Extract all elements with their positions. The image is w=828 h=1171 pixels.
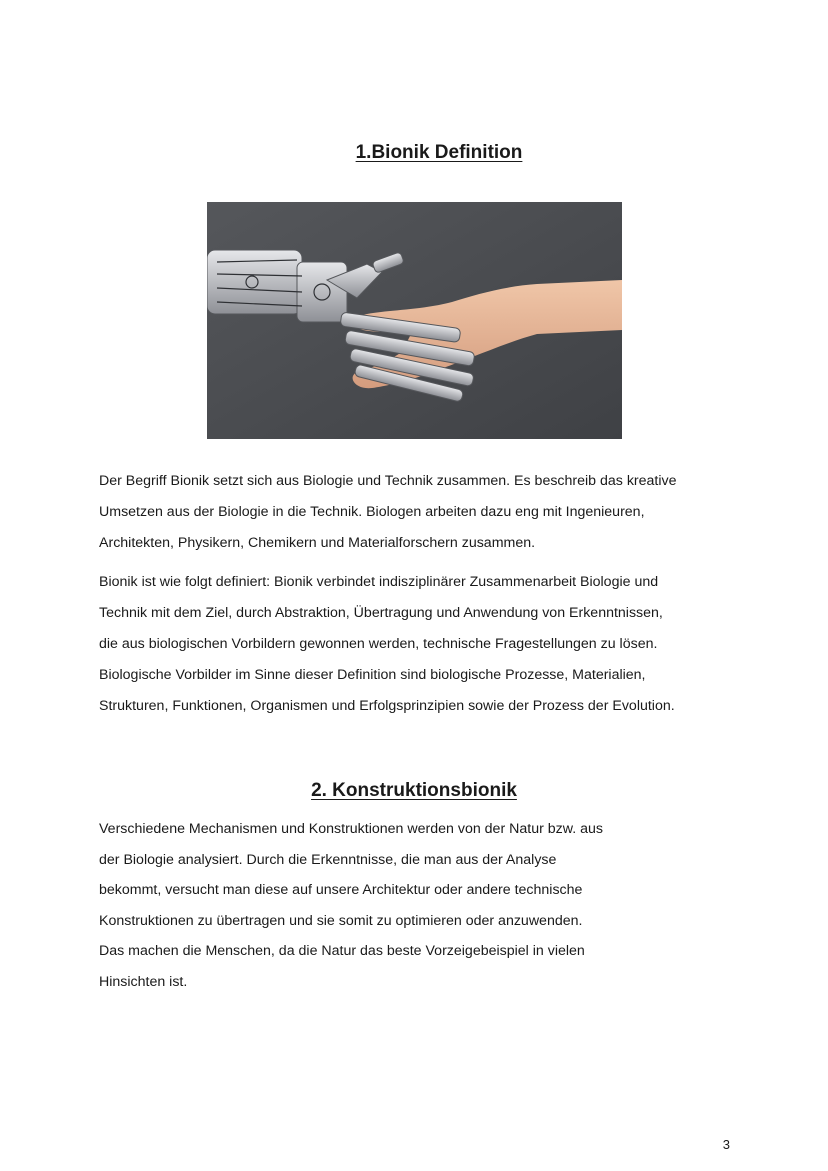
text-line: Das machen die Menschen, da die Natur das beste Vorzeigebeispiel in vielen xyxy=(99,943,585,959)
text-line: Verschiedene Mechanismen und Konstruktionen werden von der Natur bzw. aus xyxy=(99,821,603,837)
text-line: bekommt, versucht man diese auf unsere Architektur oder andere technische xyxy=(99,882,583,898)
text-line: Biologische Vorbilder im Sinne dieser Definition sind biologische Prozesse, Materialien, xyxy=(99,667,646,683)
robot-hand-handshake-photo xyxy=(207,202,622,439)
section-heading-bionik-definition: 1.Bionik Definition xyxy=(355,142,523,163)
section-heading-konstruktionsbionik: 2. Konstruktionsbionik xyxy=(311,780,517,801)
paragraph-bionik-definition xyxy=(99,567,739,722)
text-line: der Biologie analysiert. Durch die Erkenntnisse, die man aus der Analyse xyxy=(99,851,557,868)
paragraph-bionik-intro xyxy=(99,466,739,559)
text-line: Umsetzen aus der Biologie in die Technik. Biologen arbeiten dazu eng mit Ingenieuren, xyxy=(99,504,645,520)
paragraph-konstruktionsbionik xyxy=(99,814,739,997)
text-line: Bionik ist wie folgt definiert: Bionik verbindet indisziplinärer Zusammenarbeit Biologie und xyxy=(99,574,659,590)
text-line: Konstruktionen zu übertragen und sie somit zu optimieren oder anzuwenden. xyxy=(99,912,583,929)
page-number: 3 xyxy=(722,1137,730,1152)
text-line: Technik mit dem Ziel, durch Abstraktion, Übertragung und Anwendung von Erkenntnissen, xyxy=(99,605,663,621)
text-line: die aus biologischen Vorbildern gewonnen werden, technische Fragestellungen zu lösen. xyxy=(99,636,658,652)
text-line: Architekten, Physikern, Chemikern und Materialforschern zusammen. xyxy=(99,535,536,551)
text-line: Hinsichten ist. xyxy=(99,973,188,990)
text-line: Strukturen, Funktionen, Organismen und Erfolgsprinzipien sowie der Prozess der Evolution. xyxy=(99,698,675,714)
handshake-illustration xyxy=(207,202,622,439)
text-line: Der Begriff Bionik setzt sich aus Biologie und Technik zusammen. Es beschreib das kreative xyxy=(99,473,677,489)
